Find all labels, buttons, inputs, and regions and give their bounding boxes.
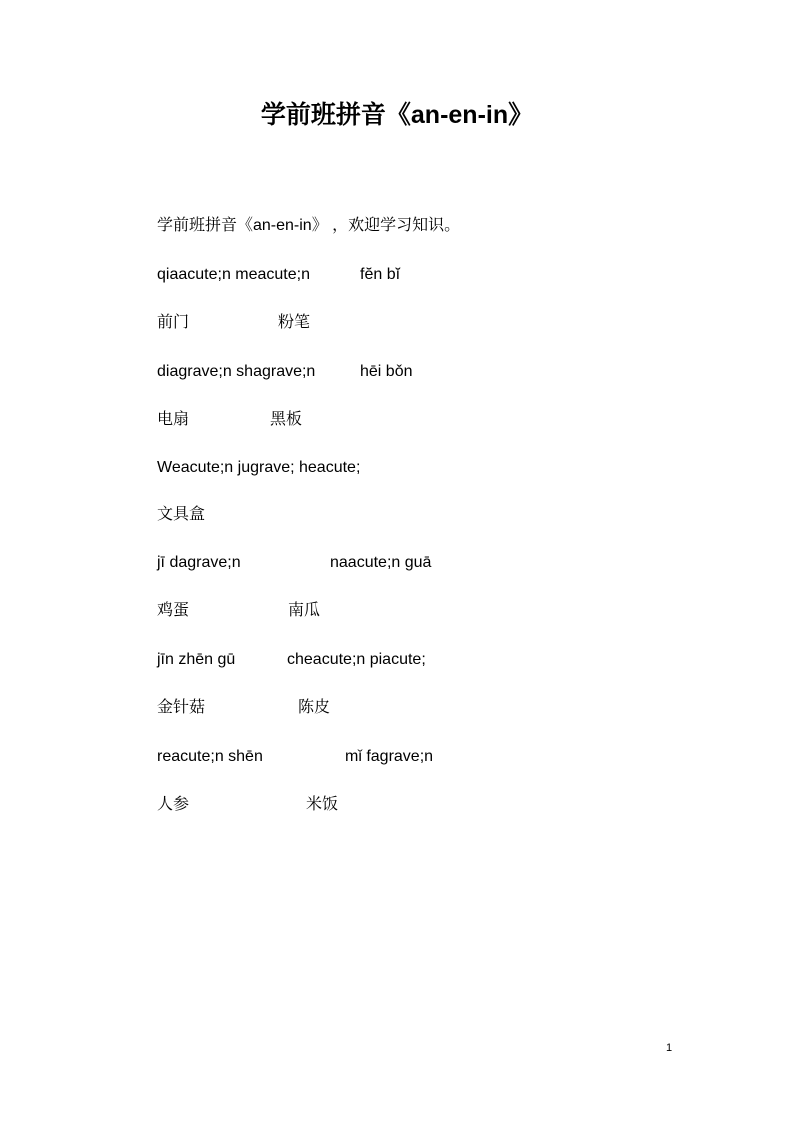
pinyin-line	[157, 552, 432, 574]
hanzi-word: 粉笔	[278, 314, 311, 331]
hanzi-line	[157, 794, 339, 816]
hanzi-word: 米饭	[306, 796, 339, 813]
hanzi-word: 电扇	[157, 411, 190, 428]
pinyin-word: diagrave;n shagrave;n	[157, 363, 316, 380]
page-number: 1	[666, 1042, 673, 1054]
pinyin-line	[157, 264, 401, 286]
pinyin-word: mǐ fagrave;n	[345, 748, 434, 765]
pinyin-word: cheacute;n piacute;	[287, 651, 426, 668]
pinyin-line	[157, 457, 360, 479]
intro-text: 学前班拼音《an-en-in》 ，欢迎学习知识。	[157, 217, 461, 234]
hanzi-line	[157, 697, 331, 719]
pinyin-word: jīn zhēn gū	[157, 651, 236, 668]
pinyin-line	[157, 361, 413, 383]
document-title: 学前班拼音《an-en-in》	[260, 101, 534, 129]
pinyin-word: fĕn bĭ	[360, 266, 401, 283]
hanzi-word: 文具盒	[157, 506, 206, 523]
hanzi-word: 人参	[157, 796, 190, 813]
hanzi-word: 南瓜	[288, 602, 321, 619]
hanzi-line	[157, 504, 205, 526]
hanzi-word: 金针菇	[157, 699, 206, 716]
hanzi-line	[157, 600, 321, 622]
pinyin-word: reacute;n shēn	[157, 748, 263, 765]
hanzi-word: 前门	[157, 314, 190, 331]
hanzi-word: 鸡蛋	[157, 602, 190, 619]
hanzi-line	[157, 312, 311, 334]
hanzi-word: 黑板	[270, 411, 303, 428]
pinyin-line	[157, 746, 434, 768]
pinyin-word: hēi bǒn	[360, 363, 413, 380]
hanzi-word: 陈皮	[298, 699, 331, 716]
pinyin-word: Weacute;n jugrave; heacute;	[157, 459, 361, 476]
pinyin-word: jī dagrave;n	[157, 554, 241, 571]
pinyin-word: qiaacute;n meacute;n	[157, 266, 310, 283]
pinyin-word: naacute;n guā	[330, 554, 432, 571]
hanzi-line	[157, 409, 303, 431]
pinyin-line	[157, 649, 426, 671]
